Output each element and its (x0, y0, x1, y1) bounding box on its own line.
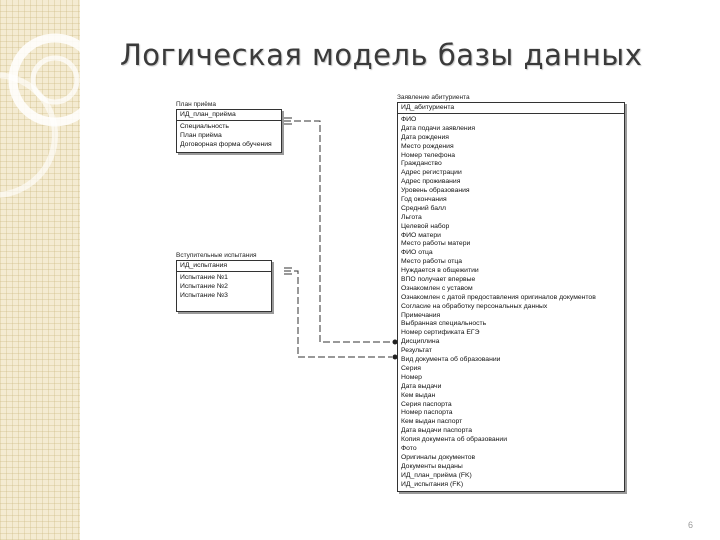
attribute: Льгота (401, 213, 422, 221)
attribute: Вид документа об образовании (401, 356, 501, 364)
attribute: Выбранная специальность (401, 320, 487, 328)
attribute: Номер телефона (401, 151, 456, 159)
entity-title: План приёма (176, 101, 216, 108)
entity-box (176, 109, 282, 153)
attribute: Место работы отца (401, 258, 463, 266)
attribute: Уровень образования (401, 187, 470, 195)
attribute: Адрес проживания (401, 178, 461, 186)
relationship-plan-to-application (284, 121, 392, 342)
attribute-list (177, 121, 281, 152)
attribute: Оригиналы документов (401, 453, 476, 461)
attribute: План приёма (180, 131, 222, 139)
attribute: Гражданство (401, 160, 442, 168)
entity-plan-priema (176, 101, 282, 153)
attribute: Номер сертификата ЕГЭ (401, 329, 480, 337)
attribute: Копия документа об образовании (401, 436, 508, 444)
primary-key: ИД_абитуриента (398, 103, 624, 114)
slide-title: Логическая модель базы данных (120, 38, 643, 72)
attribute: ФИО матери (401, 231, 441, 239)
attribute: Дисциплина (401, 338, 440, 346)
attribute: Адрес регистрации (401, 169, 462, 177)
attribute: Целевой набор (401, 222, 450, 230)
primary-key: ИД_план_приёма (177, 110, 281, 121)
attribute: Специальность (180, 123, 229, 130)
attribute: Испытание №3 (180, 291, 228, 299)
attribute: Документы выданы (401, 462, 463, 470)
attribute: Средний балл (401, 204, 446, 212)
attribute: ФИО отца (401, 249, 433, 257)
attribute: Год окончания (401, 196, 447, 204)
entity-vstupitelnye-ispytaniya (176, 252, 272, 312)
attribute: Примечания (401, 311, 441, 319)
attribute: Дата выдачи (401, 382, 442, 390)
attribute: Ознакомлен с уставом (401, 284, 473, 292)
attribute: Фото (401, 444, 417, 452)
attribute: Серия (401, 364, 421, 372)
page-number: 6 (688, 520, 694, 530)
attribute: Нуждается в общежитии (401, 267, 479, 275)
attribute-list (177, 272, 271, 311)
attribute: Договорная форма обучения (180, 140, 272, 148)
attribute: Кем выдан (401, 391, 436, 399)
attribute: ВПО получает впервые (401, 276, 476, 284)
attribute: ИД_испытания (FK) (401, 480, 464, 488)
attribute: Испытание №2 (180, 282, 228, 290)
attribute: Номер (401, 373, 422, 381)
attribute: Дата рождения (401, 133, 449, 141)
entity-box (397, 102, 625, 492)
attribute: Место рождения (401, 142, 454, 150)
attribute: Ознакомлен с датой предоставления оригиналов документов (401, 293, 596, 301)
entity-box (176, 260, 272, 312)
attribute: Дата подачи заявления (401, 124, 476, 132)
attribute: ИД_план_приёма (FK) (401, 471, 472, 479)
attribute: ФИО (401, 116, 417, 123)
attribute: Испытание №1 (180, 274, 228, 281)
attribute: Серия паспорта (401, 400, 452, 408)
attribute: Результат (401, 347, 432, 355)
attribute: Согласие на обработку персональных данных (401, 302, 548, 310)
attribute: Номер паспорта (401, 409, 453, 417)
attribute-list (398, 114, 624, 491)
relationship-exams-to-application (284, 271, 392, 357)
entity-title: Вступительные испытания (176, 252, 257, 259)
entity-zayavlenie-abiturienta (397, 94, 625, 492)
entity-title: Заявление абитуриента (397, 94, 470, 101)
attribute: Место работы матери (401, 240, 471, 248)
attribute: Дата выдачи паспорта (401, 427, 473, 435)
primary-key: ИД_испытания (177, 261, 271, 272)
attribute: Кем выдан паспорт (401, 418, 463, 426)
